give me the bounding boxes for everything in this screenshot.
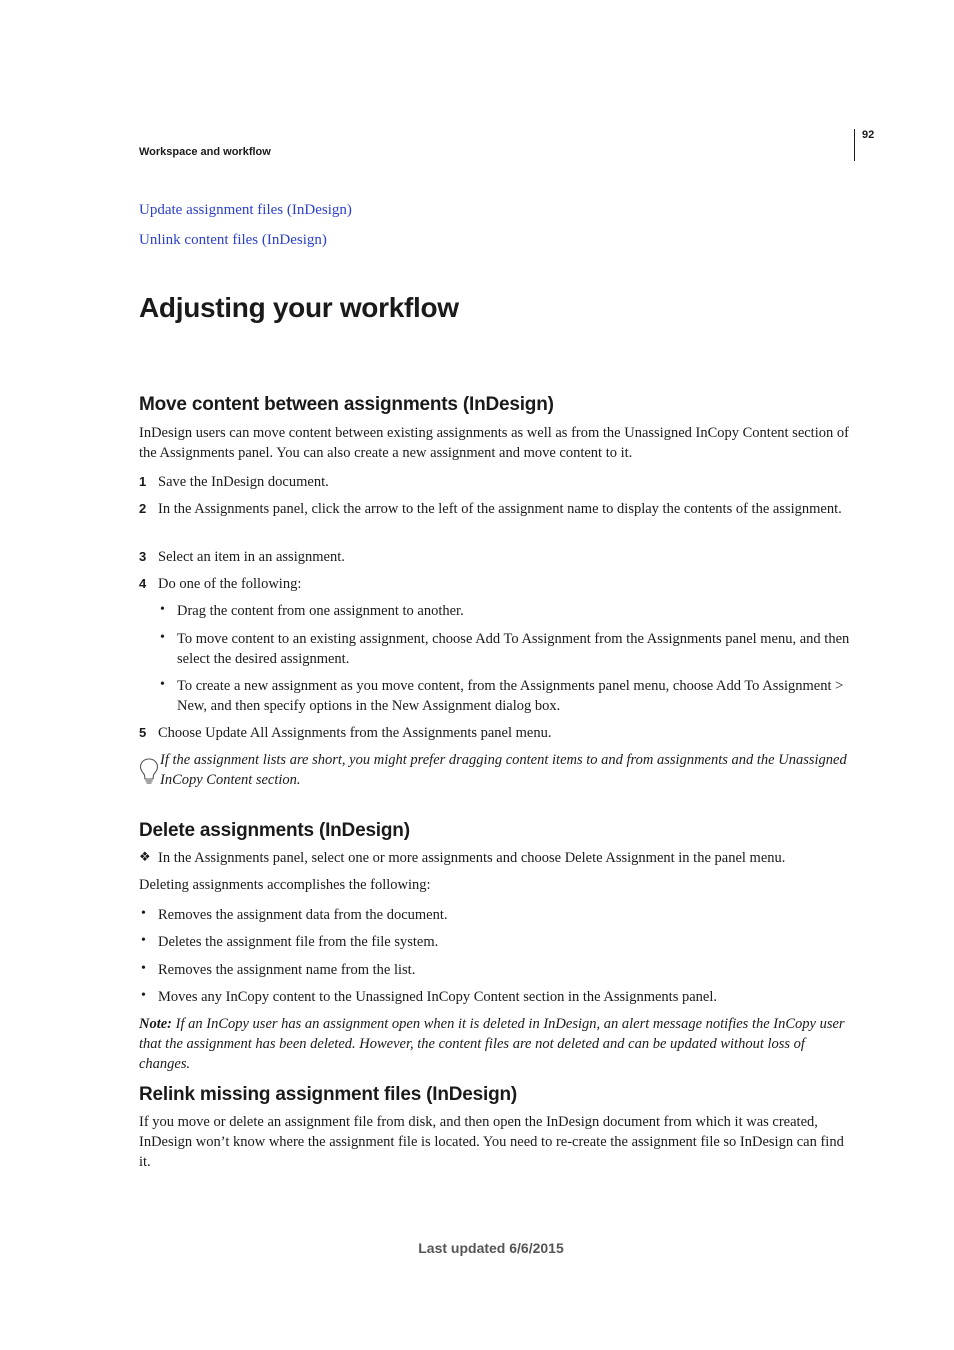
- header-divider: [854, 129, 855, 161]
- step-number: 5: [139, 725, 147, 740]
- step-number: 3: [139, 549, 147, 564]
- step-number: 1: [139, 474, 147, 489]
- link-unlink-content-files[interactable]: Unlink content files (InDesign): [139, 232, 327, 248]
- move-intro: InDesign users can move content between existing assignments as well as from the Unassigned InCopy Content section of the Assignments panel. You can also create a new assignment and move content to it.: [139, 425, 849, 461]
- heading-delete-assignments: Delete assignments (InDesign): [139, 820, 410, 841]
- note: [139, 1014, 855, 1074]
- page-title: Adjusting your workflow: [139, 292, 459, 323]
- step-text: Save the InDesign document.: [158, 474, 329, 490]
- footer-last-updated: Last updated 6/6/2015: [418, 1240, 564, 1256]
- delete-bullet-text: Deletes the assignment file from the file system.: [158, 934, 439, 950]
- delete-instruction: In the Assignments panel, select one or more assignments and choose Delete Assignment in the panel menu.: [158, 850, 786, 866]
- step-text: In the Assignments panel, click the arrow to the left of the assignment name to display the contents of the assignment.: [158, 501, 842, 517]
- bullet-marker: •: [141, 906, 146, 921]
- relink-text: If you move or delete an assignment file from disk, and then open the InDesign document from which it was created, InDesign won’t know where the assignment file is located. You need to re-create the assignment file so InDesign can find it.: [139, 1114, 844, 1170]
- instruction-marker: ❖: [139, 849, 151, 864]
- step-text: Do one of the following:: [158, 576, 302, 592]
- bullet-marker: •: [160, 677, 165, 692]
- tip-text: If the assignment lists are short, you might prefer dragging content items to and from assignments and the Unassigned InCopy Content section.: [160, 752, 847, 788]
- step-number: 2: [139, 501, 147, 516]
- delete-bullet-text: Moves any InCopy content to the Unassigned InCopy Content section in the Assignments panel.: [158, 989, 717, 1005]
- bullet-marker: •: [160, 630, 165, 645]
- delete-intro: Deleting assignments accomplishes the following:: [139, 877, 431, 893]
- delete-bullet-text: Removes the assignment data from the document.: [158, 907, 448, 923]
- link-update-assignment-files[interactable]: Update assignment files (InDesign): [139, 202, 352, 218]
- page-number: 92: [862, 129, 875, 141]
- heading-move-content: Move content between assignments (InDesign): [139, 394, 554, 415]
- bullet-marker: •: [141, 988, 146, 1003]
- note-text: If an InCopy user has an assignment open when it is deleted in InDesign, an alert message notifies the InCopy user that the assignment has been deleted. However, the content files are not deleted and can be updated without loss of changes.: [139, 1016, 845, 1072]
- step-number: 4: [139, 576, 147, 591]
- bullet-marker: •: [141, 961, 146, 976]
- delete-bullet-text: Removes the assignment name from the list.: [158, 962, 416, 978]
- running-header: Workspace and workflow: [139, 146, 271, 158]
- sub-bullet-text: To create a new assignment as you move content, from the Assignments panel menu, choose Add To Assignment > New, and then specify options in the New Assignment dialog box.: [177, 678, 844, 714]
- heading-relink-missing-files: Relink missing assignment files (InDesign): [139, 1084, 518, 1105]
- step-text: Choose Update All Assignments from the Assignments panel menu.: [158, 725, 552, 741]
- bullet-marker: •: [141, 933, 146, 948]
- sub-bullet-text: Drag the content from one assignment to another.: [177, 603, 464, 619]
- bullet-marker: •: [160, 602, 165, 617]
- note-label: Note:: [139, 1016, 173, 1032]
- lightbulb-tip-icon: [139, 757, 159, 785]
- step-text: Select an item in an assignment.: [158, 549, 345, 565]
- sub-bullet-text: To move content to an existing assignment, choose Add To Assignment from the Assignments panel menu, and then select the desired assignment.: [177, 631, 850, 667]
